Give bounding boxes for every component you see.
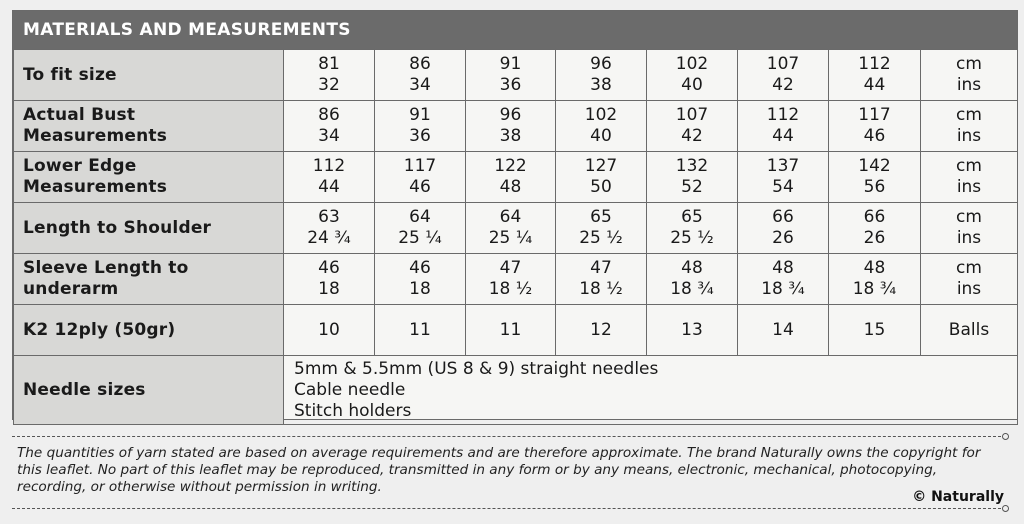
ins-value: 25 ¼: [488, 228, 533, 248]
ins-value: 18 ¾: [761, 279, 805, 299]
ins-value: 36: [409, 126, 431, 146]
balls-value: 15: [829, 305, 921, 356]
unit-cell: [921, 203, 1018, 254]
unit-cm: cm: [956, 156, 982, 176]
ins-value: 40: [590, 126, 612, 146]
measurements-table: [13, 49, 1018, 425]
size-cell: [556, 50, 647, 101]
unit-ins: ins: [956, 177, 982, 197]
measurement-row: [14, 203, 1018, 254]
cm-value: 117: [403, 156, 437, 176]
size-cell: [375, 101, 466, 152]
cm-value: 64: [499, 207, 522, 227]
ins-value: 18: [318, 279, 340, 299]
cm-value: 48: [863, 258, 886, 278]
size-cell: [466, 152, 556, 203]
size-cell: [829, 254, 921, 305]
ins-value: 38: [590, 75, 612, 95]
ins-value: 42: [681, 126, 703, 146]
unit-cm: cm: [956, 54, 982, 74]
size-cell: [466, 203, 556, 254]
size-cell: [647, 50, 738, 101]
cm-value: 107: [675, 105, 709, 125]
ins-value: 36: [499, 75, 522, 95]
ins-value: 32: [318, 75, 340, 95]
unit-cell: [921, 254, 1018, 305]
ins-value: 26: [772, 228, 794, 248]
size-cell: [466, 101, 556, 152]
size-cell: [738, 152, 829, 203]
balls-unit: Balls: [921, 305, 1018, 356]
cm-value: 46: [318, 258, 340, 278]
measurement-row: [14, 101, 1018, 152]
unit-cell: [921, 152, 1018, 203]
size-cell: [375, 50, 466, 101]
section-title: MATERIALS AND MEASUREMENTS: [13, 11, 1017, 49]
ins-value: 18 ¾: [852, 279, 897, 299]
cm-value: 46: [409, 258, 431, 278]
unit-cell: [921, 101, 1018, 152]
brand-copyright: © Naturally: [912, 489, 1004, 505]
ins-value: 42: [772, 75, 794, 95]
row-label-line: Measurements: [23, 126, 168, 146]
ins-value: 44: [863, 75, 886, 95]
cm-value: 112: [858, 54, 891, 74]
cm-value: 117: [858, 105, 891, 125]
unit-cell: [921, 50, 1018, 101]
ins-value: 44: [318, 177, 340, 197]
balls-value: 11: [375, 305, 466, 356]
size-cell: [284, 254, 375, 305]
divider-bottom: [12, 508, 1006, 509]
yarn-row: [14, 305, 1018, 356]
cm-value: 122: [494, 156, 527, 176]
measurements-card: [12, 10, 1018, 420]
ins-value: 46: [863, 126, 886, 146]
ins-value: 18 ½: [579, 279, 623, 299]
row-label-line: Sleeve Length to: [23, 258, 189, 278]
row-label: [14, 50, 284, 101]
size-cell: [375, 254, 466, 305]
needle-item: Cable needle: [294, 379, 406, 400]
ins-value: 46: [409, 177, 431, 197]
size-cell: [284, 50, 375, 101]
size-cell: [738, 101, 829, 152]
needles-list: [284, 356, 1018, 425]
balls-value: 12: [556, 305, 647, 356]
ins-value: 26: [863, 228, 886, 248]
ins-value: 25 ½: [579, 228, 623, 248]
needles-row: [14, 356, 1018, 425]
ins-value: 34: [409, 75, 431, 95]
needles-label: Needle sizes: [14, 356, 284, 425]
cm-value: 137: [766, 156, 800, 176]
row-label: [14, 254, 284, 305]
needle-item: Stitch holders: [294, 400, 412, 421]
ins-value: 50: [590, 177, 612, 197]
cm-value: 102: [675, 54, 709, 74]
cm-value: 65: [590, 207, 612, 227]
cm-value: 86: [318, 105, 340, 125]
ins-value: 44: [772, 126, 794, 146]
size-cell: [738, 50, 829, 101]
cm-value: 47: [499, 258, 522, 278]
size-cell: [284, 101, 375, 152]
cm-value: 91: [499, 54, 522, 74]
size-cell: [466, 254, 556, 305]
size-cell: [829, 101, 921, 152]
unit-ins: ins: [956, 75, 982, 95]
ins-value: 54: [772, 177, 794, 197]
row-label: [14, 203, 284, 254]
size-cell: [647, 101, 738, 152]
size-cell: [829, 152, 921, 203]
row-label-line: Actual Bust: [23, 105, 136, 125]
size-cell: [284, 152, 375, 203]
size-cell: [375, 203, 466, 254]
divider-top: [12, 436, 1006, 437]
cm-value: 66: [863, 207, 886, 227]
unit-ins: ins: [956, 126, 982, 146]
measurement-row: [14, 254, 1018, 305]
row-label-line: To fit size: [23, 64, 117, 85]
cm-value: 63: [318, 207, 340, 227]
ins-value: 52: [681, 177, 703, 197]
size-cell: [829, 50, 921, 101]
ins-value: 18: [409, 279, 431, 299]
row-label-line: Measurements: [23, 177, 168, 197]
needle-item: 5mm & 5.5mm (US 8 & 9) straight needles: [294, 358, 659, 379]
size-cell: [647, 203, 738, 254]
divider-top-end: [1002, 433, 1009, 440]
unit-cm: cm: [956, 207, 982, 227]
row-label-line: Length to Shoulder: [23, 217, 212, 238]
cm-value: 48: [681, 258, 703, 278]
unit-cm: cm: [956, 258, 982, 278]
balls-value: 11: [466, 305, 556, 356]
size-cell: [647, 152, 738, 203]
cm-value: 112: [312, 156, 346, 176]
cm-value: 81: [318, 54, 340, 74]
ins-value: 18 ¾: [670, 279, 714, 299]
cm-value: 112: [766, 105, 800, 125]
measurement-row: [14, 50, 1018, 101]
size-cell: [829, 203, 921, 254]
unit-ins: ins: [956, 228, 982, 248]
cm-value: 102: [584, 105, 618, 125]
unit-ins: ins: [956, 279, 982, 299]
size-cell: [284, 203, 375, 254]
ins-value: 34: [318, 126, 340, 146]
cm-value: 91: [409, 105, 431, 125]
size-cell: [738, 203, 829, 254]
cm-value: 96: [590, 54, 612, 74]
balls-value: 13: [647, 305, 738, 356]
copyright-notice: The quantities of yarn stated are based on average requirements and are therefore approximate. The brand Naturally owns the copyright for this leaflet. No part of this leaflet may be reproduced, transmitted in any form or by any means, electronic, mechanical, photocopying, recording, or otherwise without permission in writing.: [17, 445, 981, 495]
row-label: [14, 152, 284, 203]
cm-value: 142: [858, 156, 891, 176]
cm-value: 65: [681, 207, 703, 227]
size-cell: [556, 254, 647, 305]
row-label-line: Lower Edge: [23, 156, 137, 176]
size-cell: [466, 50, 556, 101]
measurement-row: [14, 152, 1018, 203]
size-cell: [375, 152, 466, 203]
cm-value: 127: [584, 156, 618, 176]
ins-value: 25 ½: [670, 228, 714, 248]
size-cell: [556, 203, 647, 254]
size-cell: [647, 254, 738, 305]
row-label: [14, 101, 284, 152]
cm-value: 64: [409, 207, 431, 227]
balls-value: 10: [284, 305, 375, 356]
cm-value: 86: [409, 54, 431, 74]
row-label-line: underarm: [23, 279, 119, 299]
balls-value: 14: [738, 305, 829, 356]
cm-value: 96: [499, 105, 522, 125]
size-cell: [738, 254, 829, 305]
unit-cm: cm: [956, 105, 982, 125]
cm-value: 66: [772, 207, 794, 227]
cm-value: 132: [675, 156, 709, 176]
ins-value: 18 ½: [488, 279, 533, 299]
ins-value: 48: [499, 177, 522, 197]
ins-value: 38: [499, 126, 522, 146]
size-cell: [556, 152, 647, 203]
ins-value: 40: [681, 75, 703, 95]
divider-bottom-end: [1002, 505, 1009, 512]
ins-value: 25 ¼: [398, 228, 442, 248]
size-cell: [556, 101, 647, 152]
yarn-label: K2 12ply (50gr): [14, 305, 284, 356]
cm-value: 47: [590, 258, 612, 278]
cm-value: 48: [772, 258, 794, 278]
ins-value: 56: [863, 177, 886, 197]
ins-value: 24 ¾: [307, 228, 351, 248]
cm-value: 107: [766, 54, 800, 74]
